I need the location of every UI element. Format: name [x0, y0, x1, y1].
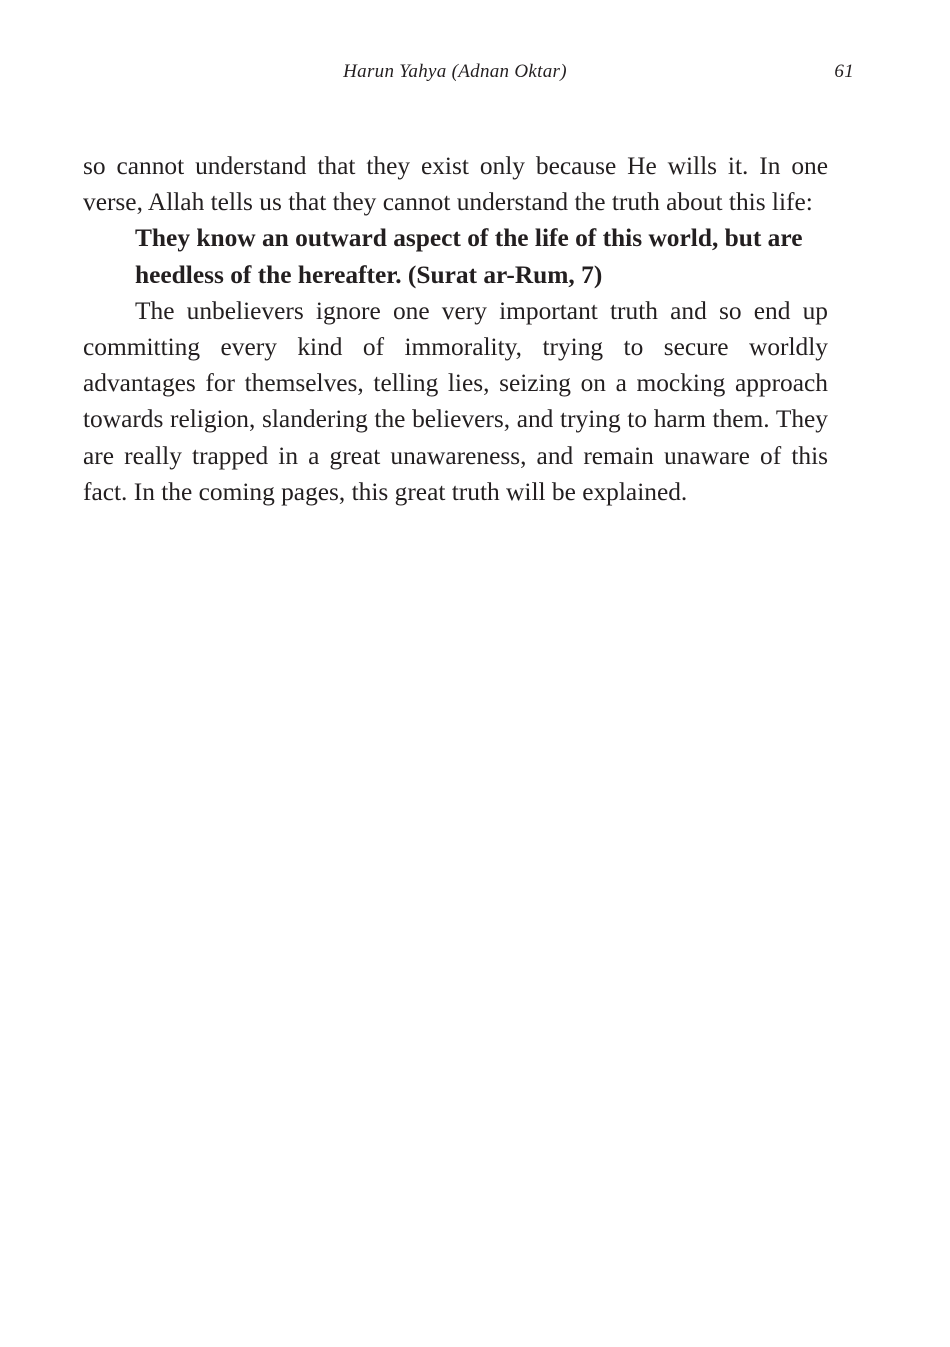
running-header [0, 61, 950, 87]
paragraph-2: The unbelievers ignore one very important truth and so end up committing every kind of immorality, trying to secure worldly advantages for themselves, telling lies, seizing on a mocking approach towards religion, slandering the believers, and trying to harm them. They are really trapped in a great unawareness, and remain unaware of this fact. In the coming pages, this great truth will be explained. [83, 296, 828, 506]
body-text [83, 148, 828, 510]
paragraph-1: so cannot understand that they exist only because He wills it. In one verse, Allah tells us that they cannot understand the truth about this life: [83, 152, 828, 217]
page-number: 61 [834, 61, 854, 82]
header-title: Harun Yahya (Adnan Oktar) [343, 61, 567, 82]
quran-quote: They know an outward aspect of the life of this world, but are heedless of the hereafter. (Surat ar-Rum, 7) [135, 224, 803, 289]
